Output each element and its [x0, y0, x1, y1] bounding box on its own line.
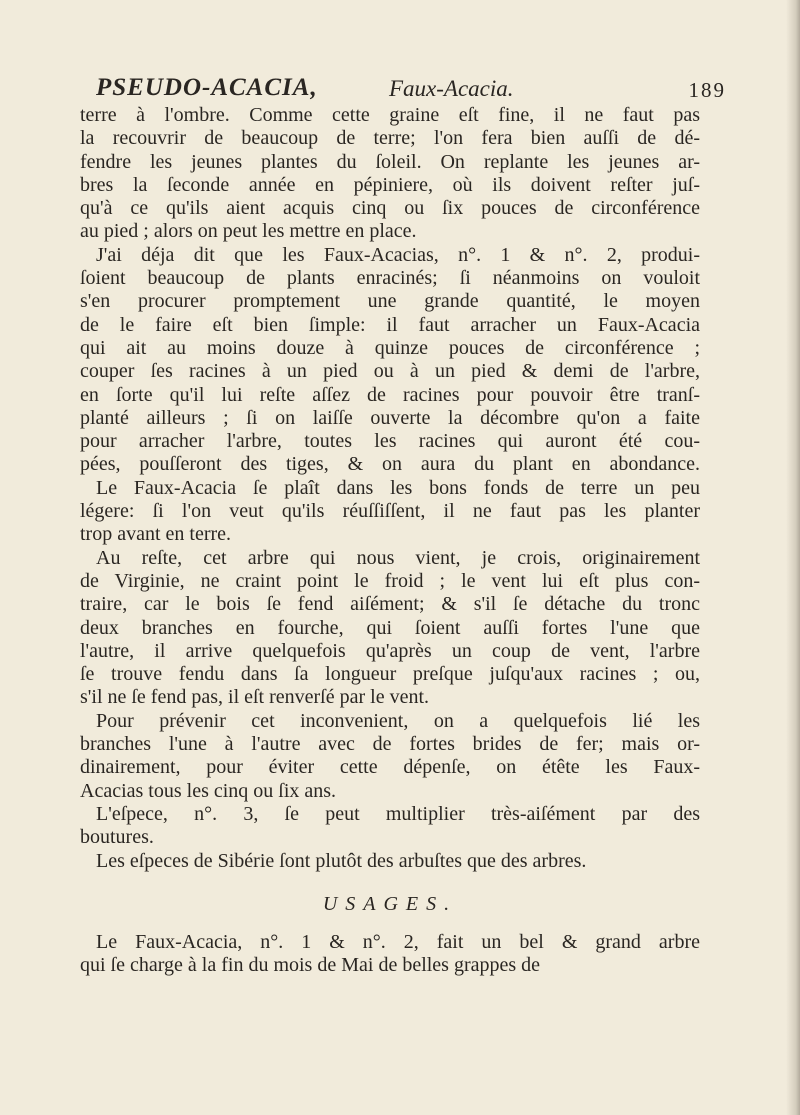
text-line: bres la ſeconde année en pépiniere, où ils doivent reſter juſ-: [80, 173, 700, 196]
text-line: Pour prévenir cet inconvenient, on a quelquefois lié les: [96, 709, 700, 732]
page-edge-shadow: [786, 0, 800, 1115]
text-line: pour arracher l'arbre, toutes les racines qui auront été cou-: [80, 430, 700, 453]
text-line: s'il ne ſe fend pas, il eſt renverſé par le vent.: [80, 686, 430, 709]
text-line: planté ailleurs ; ſi on laiſſe ouverte la décombre qu'on a faite: [80, 406, 700, 429]
text-line: Acacias tous les cinq ou ſix ans.: [80, 779, 337, 802]
text-line: deux branches en fourche, qui ſoient auſſi fortes l'une que: [80, 616, 700, 639]
text-line: traire, car le bois ſe fend aiſément; & s'il ſe détache du tronc: [80, 593, 700, 616]
text-line: couper ſes racines à un pied ou à un pied & demi de l'arbre,: [80, 360, 700, 383]
running-subtitle: Faux-Acacia.: [389, 76, 514, 101]
text-line: Les eſpeces de Sibérie ſont plutôt des arbuſtes que des arbres.: [96, 849, 587, 872]
text-line: fendre les jeunes plantes du ſoleil. On replante les jeunes ar-: [80, 150, 700, 173]
text-line: de le faire eſt bien ſimple: il faut arracher un Faux-Acacia: [80, 313, 700, 336]
text-line: en ſorte qu'il lui reſte aſſez de racines pour pouvoir être tranſ-: [80, 383, 700, 406]
section-heading: USAGES.: [322, 892, 458, 915]
running-title: PSEUDO-ACACIA,: [96, 74, 318, 101]
text-line: légere: ſi l'on veut qu'ils réuſſiſſent, il ne faut pas les planter: [80, 500, 700, 523]
text-line: de Virginie, ne craint point le froid ; le vent lui eſt plus con-: [80, 569, 700, 592]
text-line: au pied ; alors on peut les mettre en place.: [80, 220, 417, 243]
text-line: l'autre, il arrive quelquefois qu'après un coup de vent, l'arbre: [80, 639, 700, 662]
text-line: la recouvrir de beaucoup de terre; l'on fera bien auſſi de dé-: [80, 127, 700, 150]
text-line: terre à l'ombre. Comme cette graine eſt fine, il ne faut pas: [80, 104, 700, 126]
text-line: branches l'une à l'autre avec de fortes brides de fer; mais or-: [80, 733, 700, 756]
page-number: 189: [688, 78, 726, 102]
text-line: Au reſte, cet arbre qui nous vient, je crois, originairement: [96, 546, 700, 569]
text-line: s'en procurer promptement une grande quantité, le moyen: [80, 290, 700, 313]
text-line: J'ai déja dit que les Faux-Acacias, n°. 1 & n°. 2, produi-: [96, 243, 700, 266]
text-line: qu'à ce qu'ils aient acquis cinq ou ſix pouces de circonférence: [80, 197, 700, 220]
text-line: trop avant en terre.: [80, 523, 232, 546]
text-line: Le Faux-Acacia, n°. 1 & n°. 2, fait un bel & grand arbre: [96, 930, 700, 953]
text-line: pées, pouſſeront des tiges, & on aura du plant en abondance.: [80, 453, 700, 476]
text-line: qui ſe charge à la fin du mois de Mai de belles grappes de: [80, 954, 541, 977]
text-line: ſe trouve fendu dans ſa longueur preſque juſqu'aux racines ; ou,: [80, 663, 700, 686]
paragraph-block: [80, 104, 700, 873]
body-text: [80, 104, 700, 977]
text-line: Le Faux-Acacia ſe plaît dans les bons fonds de terre un peu: [96, 476, 700, 499]
text-line: boutures.: [80, 826, 154, 849]
paragraph-block: [80, 931, 700, 978]
text-line: ſoient beaucoup de plants enracinés; ſi néanmoins on vouloit: [80, 267, 700, 290]
text-line: qui ait au moins douze à quinze pouces de circonférence ;: [80, 336, 700, 359]
text-line: dinairement, pour éviter cette dépenſe, on étête les Faux-: [80, 756, 700, 779]
text-line: L'eſpece, n°. 3, ſe peut multiplier très-aiſément par des: [96, 802, 700, 825]
